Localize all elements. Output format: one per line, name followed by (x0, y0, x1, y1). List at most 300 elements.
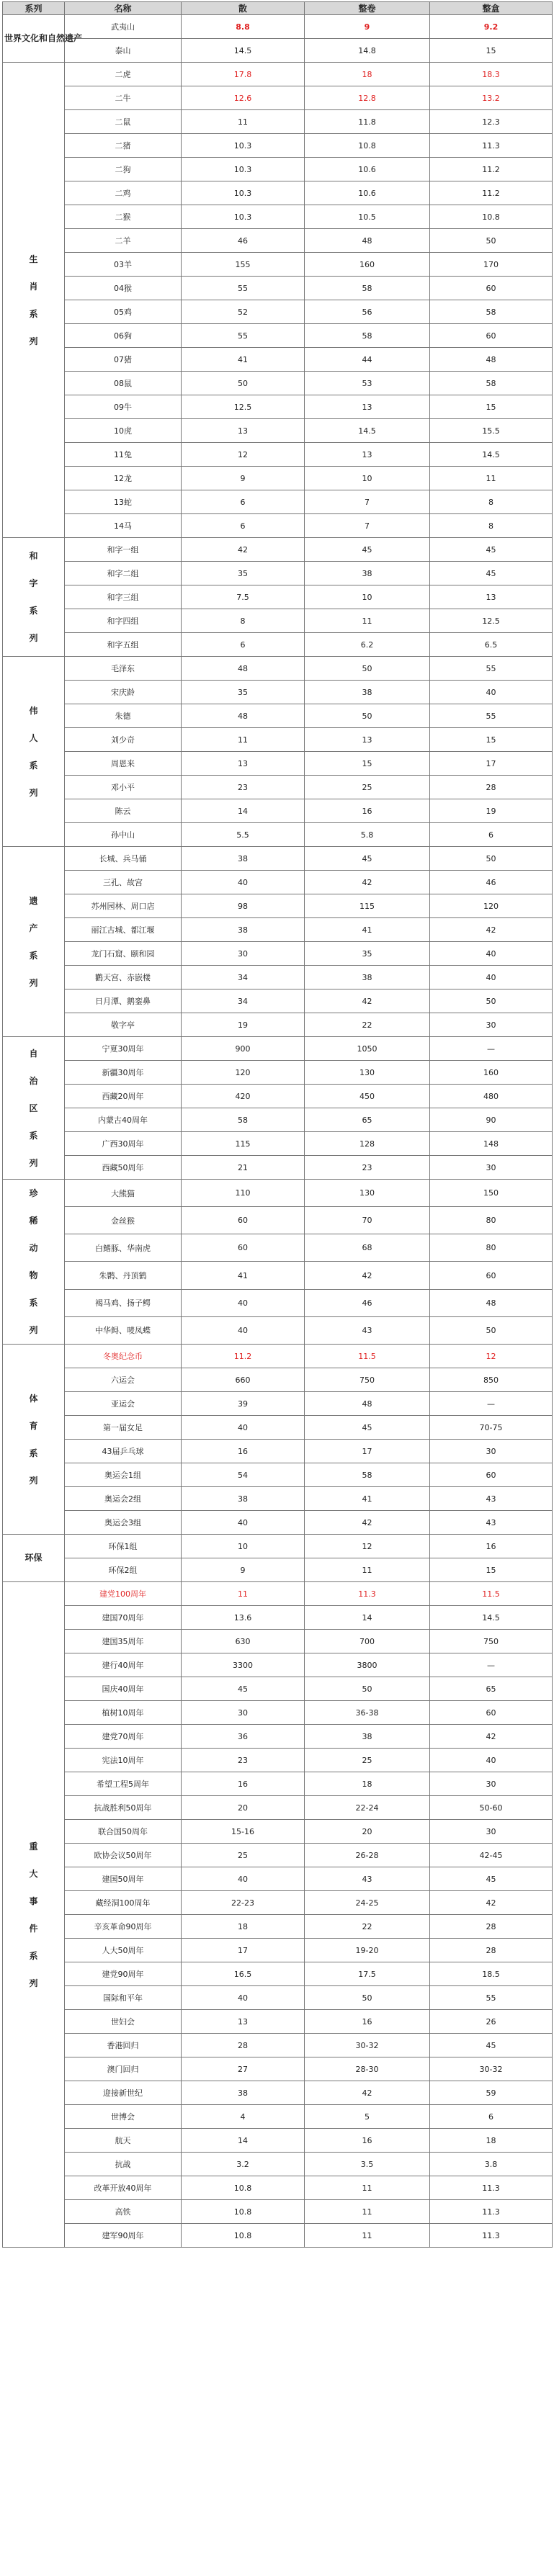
price-cell-box: 11.3 (430, 2224, 553, 2248)
price-cell-loose: 8 (182, 609, 305, 633)
price-cell-loose: 21 (182, 1156, 305, 1180)
price-cell-folder: 11.3 (305, 1582, 430, 1606)
price-cell-loose: 48 (182, 704, 305, 728)
price-cell-loose: 11 (182, 728, 305, 752)
price-cell-box: 9.2 (430, 15, 553, 39)
series-category: 伟 人 系 列 (3, 657, 65, 847)
price-cell-box: 30-32 (430, 2057, 553, 2081)
price-cell-loose: 52 (182, 300, 305, 324)
price-cell-loose: 19 (182, 1013, 305, 1037)
price-cell-box: 13 (430, 585, 553, 609)
price-cell-loose: 55 (182, 277, 305, 300)
price-cell-loose: 34 (182, 966, 305, 989)
coin-name-cell: 金丝猴 (65, 1207, 182, 1234)
table-row (3, 158, 553, 181)
price-cell-box: 170 (430, 253, 553, 277)
price-cell-loose: 23 (182, 1749, 305, 1772)
table-row (3, 1108, 553, 1132)
coin-name-cell: 和字一组 (65, 538, 182, 562)
price-cell-box: 11.2 (430, 158, 553, 181)
price-cell-box: 60 (430, 1701, 553, 1725)
table-row (3, 2010, 553, 2034)
price-cell-loose: 16.5 (182, 1962, 305, 1986)
price-cell-loose: 38 (182, 2081, 305, 2105)
price-cell-folder: 56 (305, 300, 430, 324)
price-cell-loose: 48 (182, 657, 305, 681)
table-row (3, 1939, 553, 1962)
price-cell-loose: 11 (182, 110, 305, 134)
coin-name-cell: 孙中山 (65, 823, 182, 847)
price-cell-folder: 128 (305, 1132, 430, 1156)
table-row (3, 419, 553, 443)
col-header-loose: 散 (182, 2, 305, 15)
table-row (3, 1316, 553, 1344)
price-cell-box: 8 (430, 514, 553, 538)
coin-name-cell: 09牛 (65, 395, 182, 419)
table-row (3, 2153, 553, 2176)
table-row (3, 1085, 553, 1108)
price-cell-loose: 98 (182, 894, 305, 918)
coin-name-cell: 希望工程5周年 (65, 1772, 182, 1796)
price-cell-box: 15.5 (430, 419, 553, 443)
table-row (3, 39, 553, 63)
coin-name-cell: 抗战 (65, 2153, 182, 2176)
price-cell-box: 40 (430, 942, 553, 966)
table-row (3, 1891, 553, 1915)
price-cell-box: 11.3 (430, 134, 553, 158)
price-cell-box: 15 (430, 1558, 553, 1582)
price-cell-loose: 900 (182, 1037, 305, 1061)
coin-name-cell: 亚运会 (65, 1392, 182, 1416)
table-row (3, 1037, 553, 1061)
table-row (3, 752, 553, 776)
price-cell-folder: 15 (305, 752, 430, 776)
coin-name-cell: 西藏50周年 (65, 1156, 182, 1180)
coin-name-cell: 欧协会议50周年 (65, 1844, 182, 1867)
price-cell-folder: 1050 (305, 1037, 430, 1061)
series-category: 和 字 系 列 (3, 538, 65, 657)
price-cell-folder: 16 (305, 2129, 430, 2153)
price-cell-folder: 10.6 (305, 158, 430, 181)
coin-name-cell: 辛亥革命90周年 (65, 1915, 182, 1939)
coin-name-cell: 丽江古城、都江堰 (65, 918, 182, 942)
coin-name-cell: 国庆40周年 (65, 1677, 182, 1701)
table-row (3, 1132, 553, 1156)
table-row (3, 942, 553, 966)
table-row (3, 2200, 553, 2224)
price-cell-folder: 20 (305, 1820, 430, 1844)
price-cell-folder: 22 (305, 1915, 430, 1939)
price-cell-box: 30 (430, 1820, 553, 1844)
table-row (3, 728, 553, 752)
price-cell-loose: 50 (182, 372, 305, 395)
table-row (3, 1630, 553, 1653)
coin-name-cell: 43届乒乓球 (65, 1440, 182, 1463)
coin-name-cell: 内蒙古40周年 (65, 1108, 182, 1132)
price-cell-box: 60 (430, 1463, 553, 1487)
price-cell-folder: 5 (305, 2105, 430, 2129)
table-row (3, 1416, 553, 1440)
coin-name-cell: 苏州园林、周口店 (65, 894, 182, 918)
coin-name-cell: 和字五组 (65, 633, 182, 657)
coin-name-cell: 二虎 (65, 63, 182, 86)
price-cell-folder: 11 (305, 609, 430, 633)
price-cell-loose: 45 (182, 1677, 305, 1701)
table-row (3, 2081, 553, 2105)
price-cell-loose: 6 (182, 490, 305, 514)
price-cell-box: 14.5 (430, 1606, 553, 1630)
coin-name-cell: 世妇会 (65, 2010, 182, 2034)
price-cell-folder: 38 (305, 1725, 430, 1749)
table-row (3, 2034, 553, 2057)
table-row (3, 1207, 553, 1234)
coin-name-cell: 改革开放40周年 (65, 2176, 182, 2200)
table-row (3, 253, 553, 277)
coin-name-cell: 第一届女足 (65, 1416, 182, 1440)
coin-name-cell: 新疆30周年 (65, 1061, 182, 1085)
series-category: 珍 稀 动 物 系 列 (3, 1180, 65, 1345)
price-cell-loose: 39 (182, 1392, 305, 1416)
price-cell-loose: 13.6 (182, 1606, 305, 1630)
price-cell-folder: 53 (305, 372, 430, 395)
price-cell-folder: 130 (305, 1061, 430, 1085)
coin-name-cell: 建党90周年 (65, 1962, 182, 1986)
price-cell-loose: 13 (182, 752, 305, 776)
table-row (3, 348, 553, 372)
price-cell-loose: 7.5 (182, 585, 305, 609)
price-cell-folder: 14.5 (305, 419, 430, 443)
price-cell-loose: 28 (182, 2034, 305, 2057)
coin-name-cell: 藏经洞100周年 (65, 1891, 182, 1915)
price-cell-box: — (430, 1653, 553, 1677)
coin-name-cell: 环保1组 (65, 1535, 182, 1558)
price-cell-box: 148 (430, 1132, 553, 1156)
price-cell-box: 80 (430, 1207, 553, 1234)
price-cell-folder: 11 (305, 2224, 430, 2248)
price-cell-loose: 6 (182, 514, 305, 538)
table-row (3, 847, 553, 871)
table-row (3, 1511, 553, 1535)
table-row (3, 514, 553, 538)
price-cell-box: 30 (430, 1013, 553, 1037)
coin-name-cell: 05鸡 (65, 300, 182, 324)
price-cell-folder: 26-28 (305, 1844, 430, 1867)
price-cell-box: 42-45 (430, 1844, 553, 1867)
coin-name-cell: 二羊 (65, 229, 182, 253)
table-row (3, 324, 553, 348)
table-row (3, 894, 553, 918)
price-cell-loose: 10.8 (182, 2224, 305, 2248)
price-cell-box: 48 (430, 1289, 553, 1316)
table-row (3, 799, 553, 823)
price-cell-box: 10.8 (430, 205, 553, 229)
price-cell-loose: 13 (182, 2010, 305, 2034)
coin-name-cell: 白鳍豚、华南虎 (65, 1234, 182, 1262)
coin-name-cell: 中华鲟、唛凤蝶 (65, 1316, 182, 1344)
price-cell-box: 48 (430, 348, 553, 372)
price-cell-loose: 30 (182, 1701, 305, 1725)
table-row (3, 395, 553, 419)
coin-name-cell: 宋庆龄 (65, 681, 182, 704)
price-cell-loose: 40 (182, 1316, 305, 1344)
price-cell-box: 50 (430, 989, 553, 1013)
table-row (3, 1368, 553, 1392)
price-cell-folder: 25 (305, 776, 430, 799)
col-header-series: 系列 (3, 2, 65, 15)
table-row (3, 585, 553, 609)
price-cell-loose: 40 (182, 871, 305, 894)
price-cell-folder: 3.5 (305, 2153, 430, 2176)
price-cell-loose: 11.2 (182, 1345, 305, 1368)
price-cell-loose: 60 (182, 1207, 305, 1234)
price-cell-box: 150 (430, 1180, 553, 1207)
coin-name-cell: 毛泽东 (65, 657, 182, 681)
table-row (3, 205, 553, 229)
price-cell-loose: 40 (182, 1416, 305, 1440)
price-cell-box: 42 (430, 1725, 553, 1749)
price-table (2, 1, 553, 2248)
price-cell-folder: 22-24 (305, 1796, 430, 1820)
price-cell-loose: 18 (182, 1915, 305, 1939)
price-cell-folder: 12.8 (305, 86, 430, 110)
table-row (3, 490, 553, 514)
price-cell-loose: 5.5 (182, 823, 305, 847)
price-cell-loose: 16 (182, 1440, 305, 1463)
price-cell-folder: 41 (305, 1487, 430, 1511)
price-cell-box: 12 (430, 1345, 553, 1368)
price-cell-folder: 30-32 (305, 2034, 430, 2057)
coin-name-cell: 宁夏30周年 (65, 1037, 182, 1061)
price-cell-folder: 42 (305, 2081, 430, 2105)
coin-name-cell: 二牛 (65, 86, 182, 110)
price-cell-box: 50 (430, 847, 553, 871)
price-cell-box: 60 (430, 277, 553, 300)
table-row (3, 1463, 553, 1487)
price-cell-box: 50 (430, 1316, 553, 1344)
price-cell-loose: 15-16 (182, 1820, 305, 1844)
coin-name-cell: 建国35周年 (65, 1630, 182, 1653)
series-category: 体 育 系 列 (3, 1345, 65, 1535)
price-cell-box: 28 (430, 776, 553, 799)
table-row (3, 1013, 553, 1037)
table-row (3, 300, 553, 324)
price-cell-loose: 55 (182, 324, 305, 348)
price-cell-box: 55 (430, 1986, 553, 2010)
price-cell-folder: 13 (305, 728, 430, 752)
price-cell-box: 11 (430, 467, 553, 490)
coin-name-cell: 周恩来 (65, 752, 182, 776)
price-cell-loose: 17 (182, 1939, 305, 1962)
price-cell-box: 17 (430, 752, 553, 776)
coin-name-cell: 环保2组 (65, 1558, 182, 1582)
table-row (3, 372, 553, 395)
price-cell-loose: 38 (182, 1487, 305, 1511)
price-cell-box: 15 (430, 395, 553, 419)
price-cell-box: 55 (430, 657, 553, 681)
table-row (3, 1440, 553, 1463)
price-cell-folder: 17.5 (305, 1962, 430, 1986)
price-cell-box: 40 (430, 681, 553, 704)
coin-name-cell: 迎接新世纪 (65, 2081, 182, 2105)
coin-name-cell: 六运会 (65, 1368, 182, 1392)
price-cell-loose: 35 (182, 681, 305, 704)
price-cell-loose: 115 (182, 1132, 305, 1156)
coin-name-cell: 奥运会2组 (65, 1487, 182, 1511)
price-cell-loose: 12.6 (182, 86, 305, 110)
coin-name-cell: 植树10周年 (65, 1701, 182, 1725)
price-cell-loose: 660 (182, 1368, 305, 1392)
table-row (3, 443, 553, 467)
price-cell-loose: 38 (182, 847, 305, 871)
table-row (3, 1962, 553, 1986)
price-cell-folder: 450 (305, 1085, 430, 1108)
price-cell-loose: 110 (182, 1180, 305, 1207)
price-cell-loose: 3300 (182, 1653, 305, 1677)
coin-name-cell: 11兔 (65, 443, 182, 467)
price-cell-box: 50-60 (430, 1796, 553, 1820)
price-cell-folder: 13 (305, 443, 430, 467)
price-cell-box: 8 (430, 490, 553, 514)
table-row (3, 823, 553, 847)
table-row (3, 657, 553, 681)
price-cell-loose: 30 (182, 942, 305, 966)
table-row (3, 2176, 553, 2200)
header-row (3, 2, 553, 15)
coin-name-cell: 二狗 (65, 158, 182, 181)
price-cell-folder: 10 (305, 467, 430, 490)
coin-name-cell: 13蛇 (65, 490, 182, 514)
coin-name-cell: 08鼠 (65, 372, 182, 395)
price-cell-loose: 46 (182, 229, 305, 253)
price-cell-box: 28 (430, 1915, 553, 1939)
price-cell-folder: 48 (305, 229, 430, 253)
col-header-name: 名称 (65, 2, 182, 15)
price-cell-loose: 10.8 (182, 2176, 305, 2200)
price-cell-loose: 9 (182, 467, 305, 490)
price-cell-loose: 42 (182, 538, 305, 562)
series-category: 世界文化和自然遗产 (3, 15, 65, 63)
price-cell-loose: 10.3 (182, 158, 305, 181)
table-row (3, 1915, 553, 1939)
price-cell-loose: 25 (182, 1844, 305, 1867)
table-row (3, 1701, 553, 1725)
price-cell-box: 16 (430, 1535, 553, 1558)
table-row (3, 1653, 553, 1677)
coin-name-cell: 建行40周年 (65, 1653, 182, 1677)
price-cell-folder: 68 (305, 1234, 430, 1262)
price-cell-loose: 13 (182, 419, 305, 443)
coin-name-cell: 建党70周年 (65, 1725, 182, 1749)
table-row (3, 1535, 553, 1558)
table-row (3, 1725, 553, 1749)
price-cell-box: 42 (430, 918, 553, 942)
coin-name-cell: 褐马鸡、扬子鳄 (65, 1289, 182, 1316)
coin-name-cell: 澳门回归 (65, 2057, 182, 2081)
coin-name-cell: 武夷山 (65, 15, 182, 39)
coin-name-cell: 日月潭、鹅銮鼻 (65, 989, 182, 1013)
price-cell-box: 120 (430, 894, 553, 918)
price-cell-box: 90 (430, 1108, 553, 1132)
price-cell-loose: 35 (182, 562, 305, 585)
price-cell-box: 30 (430, 1440, 553, 1463)
price-cell-folder: 38 (305, 681, 430, 704)
price-cell-loose: 10 (182, 1535, 305, 1558)
coin-name-cell: 航天 (65, 2129, 182, 2153)
price-cell-box: 58 (430, 300, 553, 324)
price-cell-folder: 11 (305, 2200, 430, 2224)
table-row (3, 633, 553, 657)
coin-name-cell: 04猴 (65, 277, 182, 300)
coin-name-cell: 邓小平 (65, 776, 182, 799)
table-row (3, 1606, 553, 1630)
price-cell-box: 18.3 (430, 63, 553, 86)
price-cell-box: 30 (430, 1156, 553, 1180)
coin-name-cell: 10虎 (65, 419, 182, 443)
price-cell-box: 15 (430, 728, 553, 752)
coin-name-cell: 建国70周年 (65, 1606, 182, 1630)
table-row (3, 86, 553, 110)
table-row (3, 1558, 553, 1582)
price-cell-loose: 10.3 (182, 205, 305, 229)
coin-name-cell: 和字四组 (65, 609, 182, 633)
price-cell-folder: 42 (305, 871, 430, 894)
price-cell-box: 43 (430, 1487, 553, 1511)
price-cell-folder: 36-38 (305, 1701, 430, 1725)
coin-name-cell: 香港回归 (65, 2034, 182, 2057)
price-cell-folder: 6.2 (305, 633, 430, 657)
table-row (3, 110, 553, 134)
price-cell-folder: 58 (305, 1463, 430, 1487)
coin-name-cell: 三孔、故宫 (65, 871, 182, 894)
price-cell-folder: 44 (305, 348, 430, 372)
price-cell-folder: 10 (305, 585, 430, 609)
table-row (3, 1061, 553, 1085)
price-cell-box: 13.2 (430, 86, 553, 110)
series-category: 环保 (3, 1535, 65, 1582)
price-cell-folder: 19-20 (305, 1939, 430, 1962)
price-cell-loose: 23 (182, 776, 305, 799)
col-header-box: 整盒 (430, 2, 553, 15)
price-cell-box: 59 (430, 2081, 553, 2105)
price-cell-loose: 6 (182, 633, 305, 657)
price-cell-box: 30 (430, 1772, 553, 1796)
table-row (3, 1986, 553, 2010)
price-cell-folder: 11.5 (305, 1345, 430, 1368)
price-cell-folder: 48 (305, 1392, 430, 1416)
price-cell-loose: 36 (182, 1725, 305, 1749)
price-cell-loose: 60 (182, 1234, 305, 1262)
price-cell-folder: 42 (305, 1262, 430, 1289)
coin-name-cell: 国际和平年 (65, 1986, 182, 2010)
price-cell-box: 45 (430, 562, 553, 585)
price-cell-box: — (430, 1392, 553, 1416)
price-cell-folder: 700 (305, 1630, 430, 1653)
coin-name-cell: 建党100周年 (65, 1582, 182, 1606)
table-row (3, 776, 553, 799)
table-row (3, 1796, 553, 1820)
coin-name-cell: 西藏20周年 (65, 1085, 182, 1108)
coin-name-cell: 二鸡 (65, 181, 182, 205)
price-cell-folder: 14 (305, 1606, 430, 1630)
price-cell-folder: 3800 (305, 1653, 430, 1677)
table-row (3, 1289, 553, 1316)
price-cell-folder: 70 (305, 1207, 430, 1234)
price-cell-loose: 17.8 (182, 63, 305, 86)
price-cell-box: 60 (430, 1262, 553, 1289)
price-cell-box: 45 (430, 538, 553, 562)
price-cell-box: 28 (430, 1939, 553, 1962)
table-row (3, 1820, 553, 1844)
